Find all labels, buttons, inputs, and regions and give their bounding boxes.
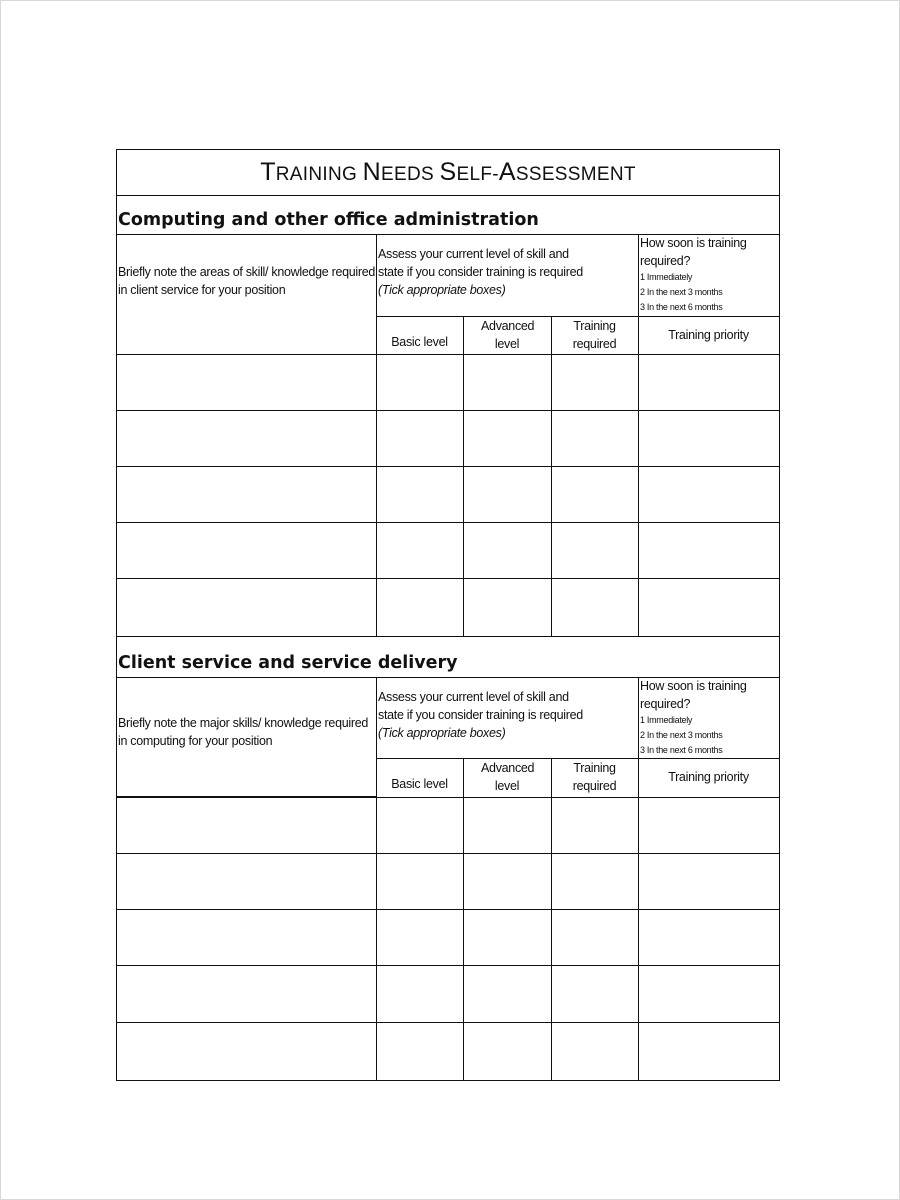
tick-box-cell[interactable]	[551, 909, 639, 966]
priority-input-cell[interactable]	[638, 578, 780, 637]
tick-box-cell[interactable]	[376, 965, 464, 1023]
skill-input-cell[interactable]	[116, 1022, 377, 1081]
section-heading: Client service and service delivery	[118, 653, 458, 673]
skill-input-cell[interactable]	[116, 797, 377, 854]
priority-option: 3 In the next 6 months	[640, 302, 723, 312]
tick-box-cell[interactable]	[376, 797, 464, 854]
priority-input-cell[interactable]	[638, 909, 780, 966]
priority-input-cell[interactable]	[638, 354, 780, 411]
skill-prompt: Briefly note the major skills/ knowledge required in computing for your position	[118, 716, 369, 748]
assess-line-1: Assess your current level of skill and	[378, 690, 569, 704]
skill-input-cell[interactable]	[116, 578, 377, 637]
tick-box-cell[interactable]	[551, 354, 639, 411]
tick-box-cell[interactable]	[551, 466, 639, 523]
column-header: Training required	[572, 761, 617, 793]
skill-input-cell[interactable]	[116, 853, 377, 910]
tick-box-cell[interactable]	[463, 466, 552, 523]
tick-box-cell[interactable]	[551, 797, 639, 854]
priority-option: 1 Immediately	[640, 272, 693, 282]
column-header: Advanced level	[481, 761, 535, 793]
priority-input-cell[interactable]	[638, 522, 780, 579]
how-soon-label: How soon is training required?	[640, 236, 747, 268]
tick-box-cell[interactable]	[551, 410, 639, 467]
tick-box-cell[interactable]	[463, 410, 552, 467]
tick-box-cell[interactable]	[551, 1022, 639, 1081]
assess-note: (Tick appropriate boxes)	[378, 283, 506, 297]
priority-input-cell[interactable]	[638, 1022, 780, 1081]
tick-box-cell[interactable]	[376, 578, 464, 637]
tick-box-cell[interactable]	[551, 853, 639, 910]
tick-box-cell[interactable]	[376, 909, 464, 966]
form-title: TRAINING NEEDS SELF-ASSESSMENT	[116, 149, 780, 196]
skill-input-cell[interactable]	[116, 466, 377, 523]
tick-box-cell[interactable]	[463, 578, 552, 637]
column-header: Basic level	[391, 335, 448, 349]
tick-box-cell[interactable]	[551, 965, 639, 1023]
column-header: Training priority	[668, 328, 749, 342]
column-header: Basic level	[391, 777, 448, 791]
priority-input-cell[interactable]	[638, 965, 780, 1023]
assess-line-1: Assess your current level of skill and	[378, 247, 569, 261]
priority-option: 1 Immediately	[640, 715, 693, 725]
skill-input-cell[interactable]	[116, 965, 377, 1023]
tick-box-cell[interactable]	[376, 522, 464, 579]
tick-box-cell[interactable]	[463, 522, 552, 579]
priority-input-cell[interactable]	[638, 410, 780, 467]
priority-input-cell[interactable]	[638, 466, 780, 523]
skill-input-cell[interactable]	[116, 354, 377, 411]
section-heading: Computing and other office administration	[118, 210, 539, 230]
priority-option: 2 In the next 3 months	[640, 730, 723, 740]
priority-option: 3 In the next 6 months	[640, 745, 723, 755]
skill-input-cell[interactable]	[116, 909, 377, 966]
tick-box-cell[interactable]	[463, 797, 552, 854]
tick-box-cell[interactable]	[376, 853, 464, 910]
tick-box-cell[interactable]	[463, 853, 552, 910]
tick-box-cell[interactable]	[463, 1022, 552, 1081]
skill-input-cell[interactable]	[116, 410, 377, 467]
assess-line-2: state if you consider training is required	[378, 265, 583, 279]
tick-box-cell[interactable]	[376, 466, 464, 523]
tick-box-cell[interactable]	[551, 578, 639, 637]
priority-input-cell[interactable]	[638, 853, 780, 910]
tick-box-cell[interactable]	[463, 354, 552, 411]
how-soon-label: How soon is training required?	[640, 679, 747, 711]
priority-input-cell[interactable]	[638, 797, 780, 854]
tick-box-cell[interactable]	[551, 522, 639, 579]
assess-note: (Tick appropriate boxes)	[378, 726, 506, 740]
tick-box-cell[interactable]	[376, 410, 464, 467]
column-header: Advanced level	[481, 319, 535, 351]
skill-input-cell[interactable]	[116, 522, 377, 579]
priority-option: 2 In the next 3 months	[640, 287, 723, 297]
skill-prompt: Briefly note the areas of skill/ knowledge required in client service for your position	[118, 265, 376, 297]
column-header: Training required	[572, 319, 617, 351]
tick-box-cell[interactable]	[376, 1022, 464, 1081]
column-header: Training priority	[668, 770, 749, 784]
tick-box-cell[interactable]	[463, 965, 552, 1023]
tick-box-cell[interactable]	[376, 354, 464, 411]
assess-line-2: state if you consider training is required	[378, 708, 583, 722]
tick-box-cell[interactable]	[463, 909, 552, 966]
